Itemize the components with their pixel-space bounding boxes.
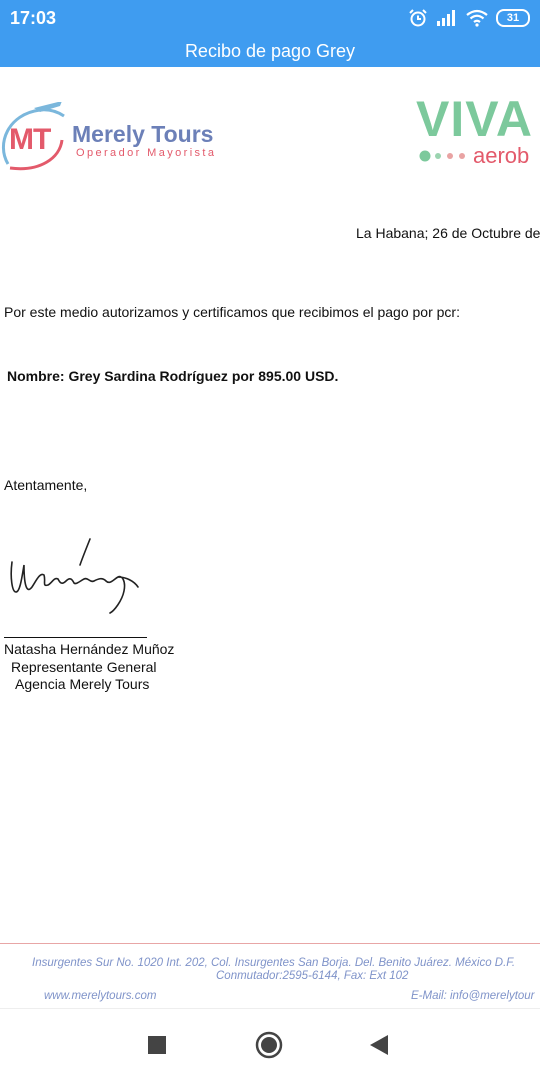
recents-square-icon [148, 1036, 166, 1054]
footer-website: www.merelytours.com [44, 990, 157, 1002]
status-time: 17:03 [10, 8, 57, 28]
letter-body: Por este medio autorizamos y certificamos que recibimos el pago por pcr: [4, 304, 460, 320]
signer-name: Natasha Hernández Muñoz [4, 641, 175, 657]
signature-image [6, 537, 146, 617]
battery-icon: 31 [496, 9, 530, 27]
wifi-icon [466, 9, 488, 27]
merely-tours-monogram: MT [9, 123, 51, 156]
status-bar [0, 0, 540, 37]
alarm-icon [408, 8, 428, 28]
app-title: Recibo de pago Grey [184, 41, 356, 61]
signature-line [4, 637, 147, 638]
home-button[interactable] [253, 1029, 285, 1061]
signal-icon [436, 9, 458, 27]
recents-button[interactable] [141, 1029, 173, 1061]
viva-dots-icon [418, 149, 474, 163]
back-triangle-icon [370, 1035, 388, 1055]
viva-logo-name: VIVA [416, 91, 533, 147]
merely-tours-name: Merely Tours [72, 121, 214, 147]
footer-email: E-Mail: info@merelytour [411, 990, 535, 1002]
signer-title: Representante General [11, 659, 157, 675]
footer-address: Insurgentes Sur No. 1020 Int. 202, Col. Insurgentes San Borja. Del. Benito Juárez. México D.F. [32, 957, 516, 969]
viva-logo-tagline: aerob [473, 143, 530, 168]
footer-divider [0, 943, 540, 944]
closing: Atentamente, [4, 477, 88, 493]
payer-line: Nombre: Grey Sardina Rodríguez por 895.00 USD. [7, 368, 339, 384]
status-icons [408, 7, 530, 29]
place-date: La Habana; 26 de Octubre de [356, 225, 540, 241]
navigation-bar [0, 1008, 540, 1081]
app-bar [0, 37, 540, 67]
merely-tours-tagline: Operador Mayorista [76, 147, 217, 159]
receipt-document [0, 67, 540, 1007]
back-button[interactable] [363, 1029, 395, 1061]
home-circle-icon [255, 1031, 283, 1059]
footer-phone: Conmutador:2595-6144, Fax: Ext 102 [216, 970, 409, 982]
signer-org: Agencia Merely Tours [15, 676, 150, 692]
